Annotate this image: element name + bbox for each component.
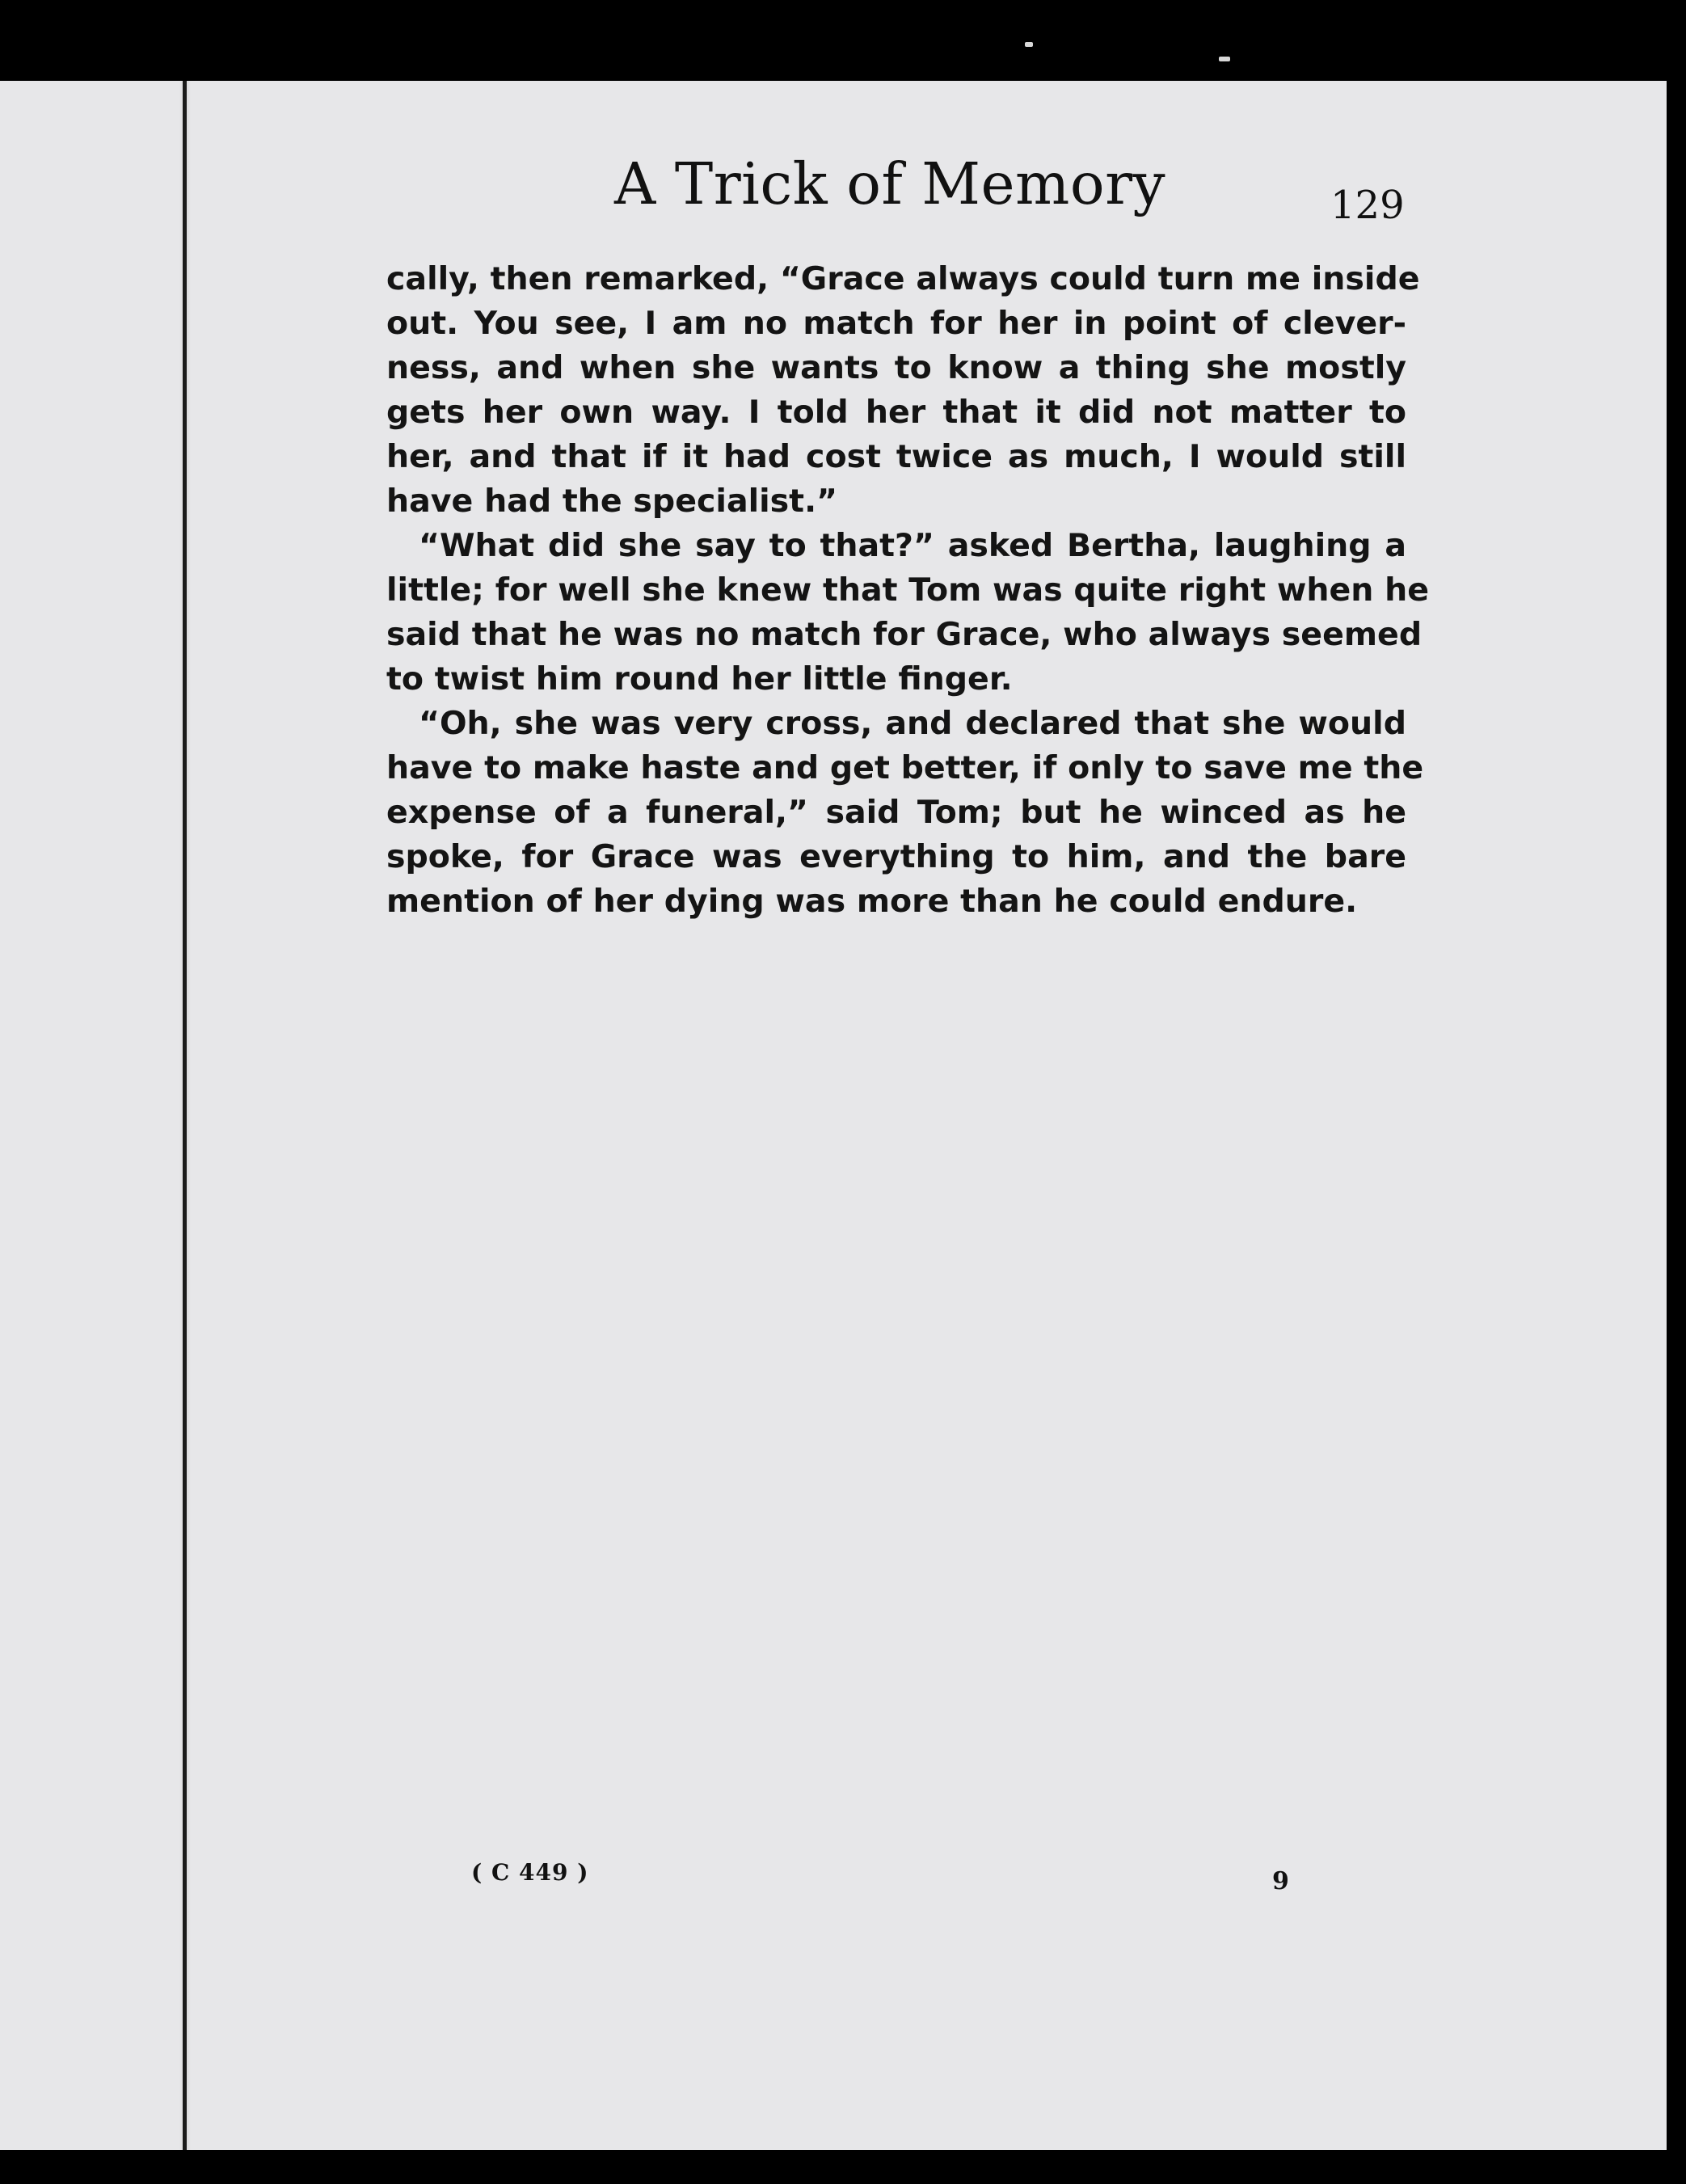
text-line: her, and that if it had cost twice as much, I would still [386, 438, 1406, 475]
gutter-line [183, 81, 187, 2150]
text-line: spoke, for Grace was everything to him, and the bare [386, 838, 1406, 875]
printer-signature-mark: ( C 449 ) [471, 1859, 589, 1886]
text-line: little; for well she knew that Tom was quite right when he [386, 571, 1430, 609]
text-line: ness, and when she wants to know a thing she mostly [386, 349, 1406, 386]
dust-speck [1025, 42, 1033, 47]
text-line: gets her own way. I told her that it did not matter to [386, 394, 1406, 431]
text-line: have had the specialist.” [386, 483, 838, 520]
body-text [386, 257, 1430, 924]
page-edge [1667, 81, 1686, 2150]
paragraph [386, 702, 1424, 924]
text-line: “Oh, she was very cross, and declared that she would [419, 705, 1406, 742]
paragraph [386, 524, 1430, 702]
paragraph [386, 257, 1420, 524]
text-line: to twist him round her little finger. [386, 660, 1013, 698]
text-line: have to make haste and get better, if only to save me the [386, 749, 1424, 786]
page-number: 129 [1330, 183, 1405, 228]
text-line: out. You see, I am no match for her in point of clever- [386, 305, 1406, 342]
text-line: said that he was no match for Grace, who always seemed [386, 616, 1423, 653]
running-title: A Trick of Memory [614, 150, 1166, 217]
text-line: cally, then remarked, “Grace always could turn me inside [386, 260, 1420, 297]
text-line: mention of her dying was more than he could endure. [386, 883, 1358, 920]
text-line: “What did she say to that?” asked Bertha, laughing a [419, 527, 1406, 564]
signature-number: 9 [1272, 1867, 1289, 1895]
text-line: expense of a funeral,” said Tom; but he winced as he [386, 794, 1406, 831]
dust-speck [1219, 57, 1230, 61]
